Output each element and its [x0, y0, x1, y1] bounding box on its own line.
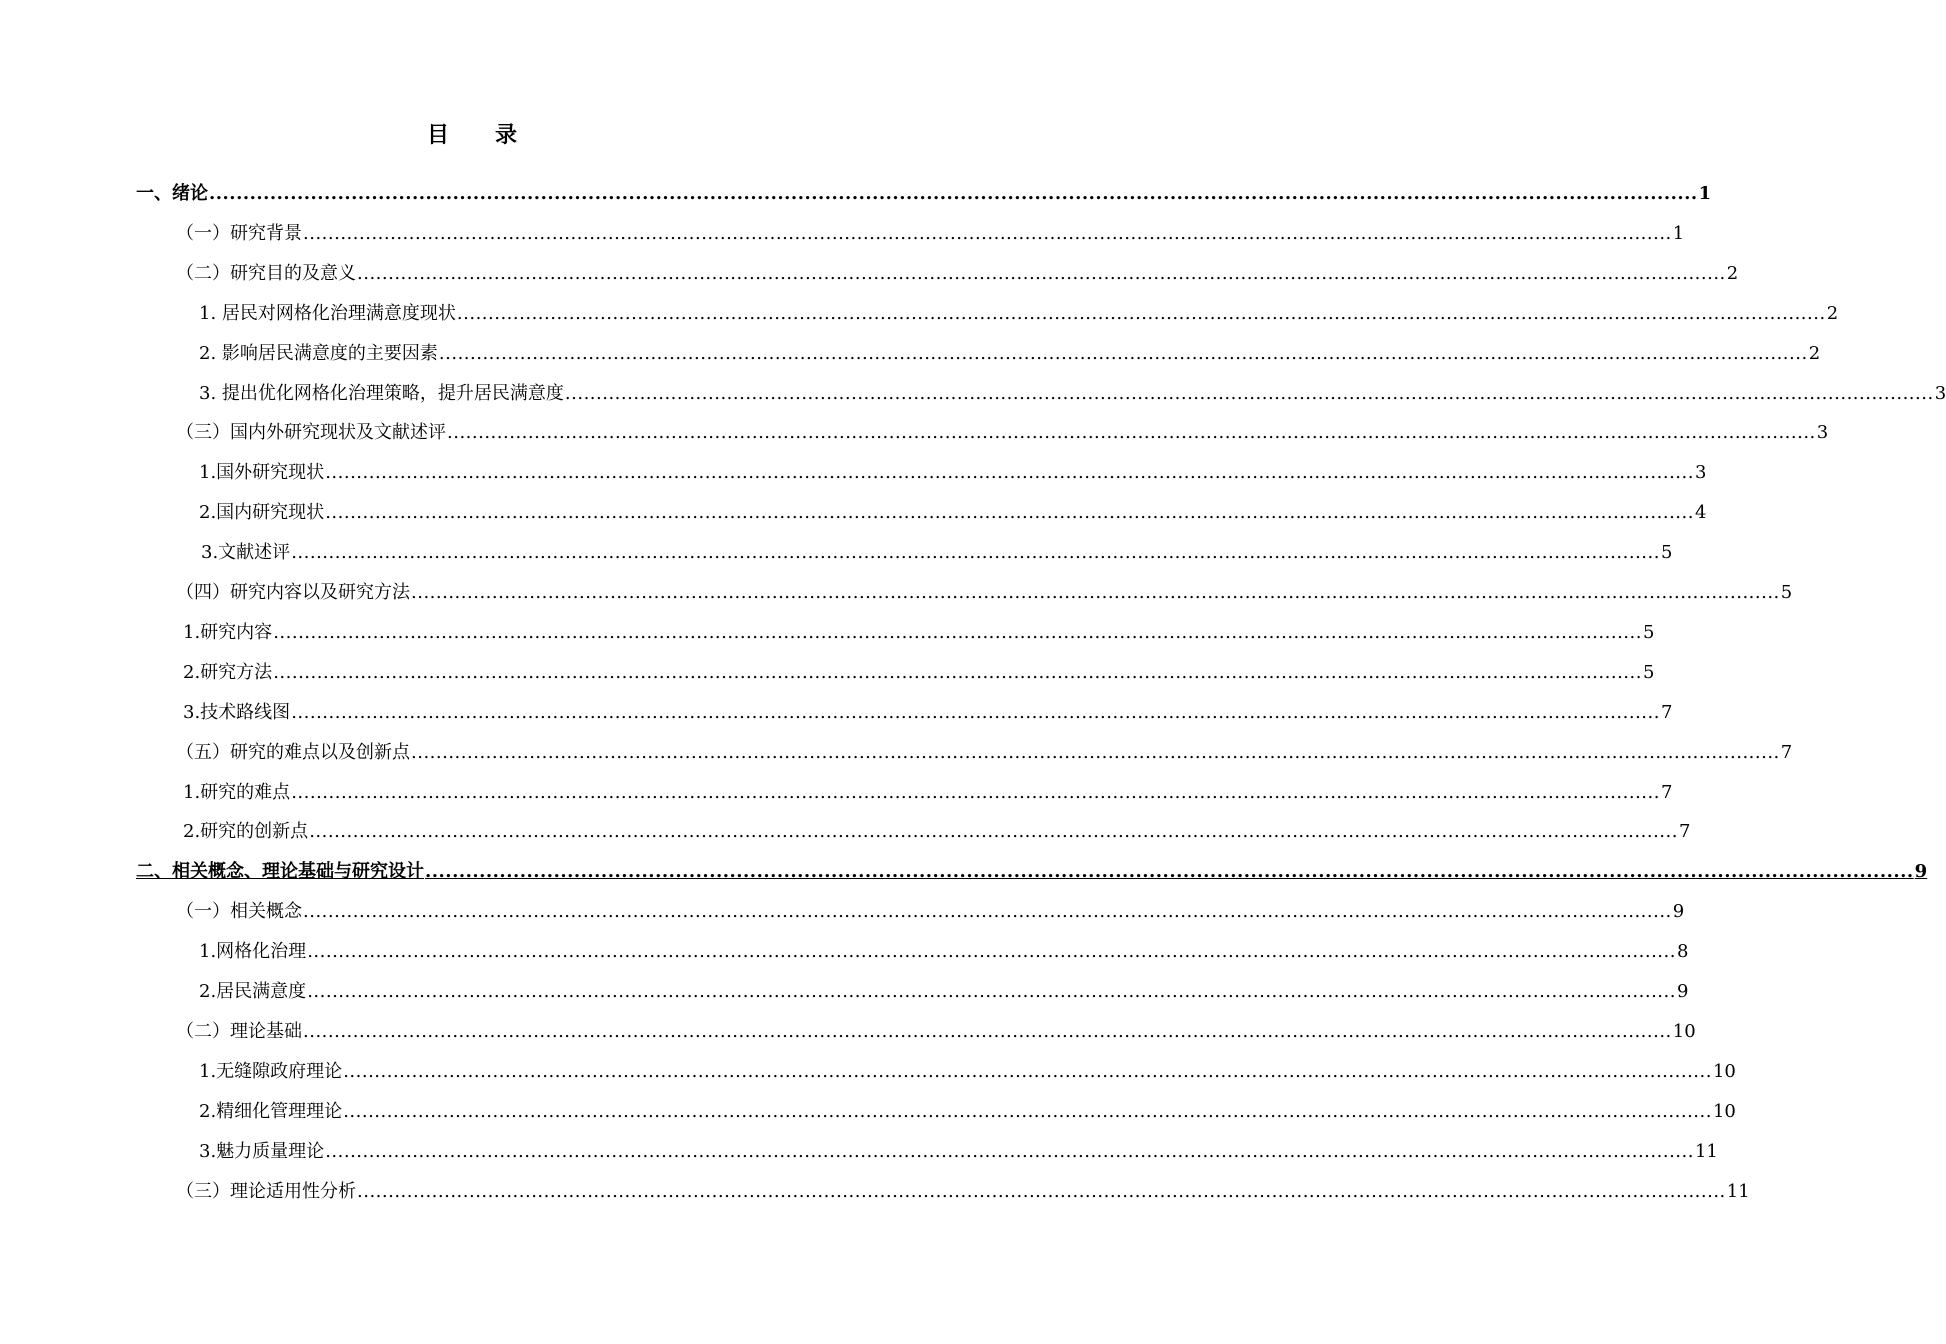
toc-entry-label: 1.研究内容 — [183, 622, 273, 643]
toc-entry[interactable] — [176, 419, 1829, 447]
toc-entry[interactable] — [176, 220, 1685, 248]
toc-entry[interactable] — [199, 938, 1689, 966]
toc-page-number: 2 — [1808, 343, 1821, 364]
toc-entry-label: （一）研究背景 — [176, 223, 302, 244]
dot-leader: ............................................................................................................................................................................................................................ — [425, 861, 1914, 882]
toc-entry-label: 1. 居民对网格化治理满意度现状 — [199, 303, 456, 324]
toc-entry[interactable] — [183, 659, 1655, 687]
dot-leader: ............................................................................................................................................................................................................................ — [209, 183, 1698, 204]
toc-page-number: 7 — [1678, 821, 1691, 842]
toc-entry-label: 3. 提出优化网格化治理策略，提升居民满意度 — [199, 383, 564, 404]
toc-entry[interactable] — [199, 978, 1689, 1006]
toc-entry-label: 1.国外研究现状 — [199, 462, 325, 483]
toc-entry-label: （四）研究内容以及研究方法 — [176, 582, 410, 603]
toc-entry-label: 二、相关概念、理论基础与研究设计 — [136, 861, 424, 882]
dot-leader: ............................................................................................................................................................................................................................ — [357, 263, 1726, 284]
dot-leader: ............................................................................................................................................................................................................................ — [291, 782, 1660, 803]
toc-entry-label: 3.技术路线图 — [183, 702, 291, 723]
toc-page-number: 5 — [1642, 622, 1655, 643]
toc-entry[interactable] — [199, 300, 1839, 328]
toc-entry-label: 1.研究的难点 — [183, 782, 291, 803]
dot-leader: ............................................................................................................................................................................................................................ — [307, 981, 1676, 1002]
toc-entry[interactable] — [136, 858, 1928, 886]
toc-entry-label: （五）研究的难点以及创新点 — [176, 742, 410, 763]
dot-leader: ............................................................................................................................................................................................................................ — [291, 702, 1660, 723]
toc-entry[interactable] — [199, 499, 1707, 527]
dot-leader: ............................................................................................................................................................................................................................ — [273, 622, 1642, 643]
toc-entry[interactable] — [176, 1018, 1696, 1046]
toc-page-number: 1 — [1698, 183, 1712, 204]
toc-page-number: 10 — [1712, 1101, 1736, 1122]
dot-leader: ............................................................................................................................................................................................................................ — [343, 1101, 1712, 1122]
toc-entry[interactable] — [183, 699, 1673, 727]
toc-entry-label: （一）相关概念 — [176, 901, 302, 922]
toc-entry-label: 2.研究的创新点 — [183, 821, 309, 842]
toc-entry[interactable] — [136, 180, 1712, 208]
toc-page-number: 2 — [1726, 263, 1739, 284]
dot-leader: ............................................................................................................................................................................................................................ — [564, 383, 1934, 404]
dot-leader: ............................................................................................................................................................................................................................ — [411, 742, 1780, 763]
toc-entry[interactable] — [201, 539, 1673, 567]
toc-entry-label: 2.居民满意度 — [199, 981, 307, 1002]
dot-leader: ............................................................................................................................................................................................................................ — [325, 502, 1694, 523]
toc-entry-label: 一、绪论 — [136, 183, 208, 204]
toc-entry[interactable] — [199, 459, 1707, 487]
toc-entry-label: 1.无缝隙政府理论 — [199, 1061, 343, 1082]
toc-page-number: 5 — [1780, 582, 1793, 603]
dot-leader: ............................................................................................................................................................................................................................ — [456, 303, 1826, 324]
toc-entry[interactable] — [176, 1178, 1750, 1206]
dot-leader: ............................................................................................................................................................................................................................ — [291, 542, 1660, 563]
toc-page-number: 1 — [1672, 223, 1685, 244]
dot-leader: ............................................................................................................................................................................................................................ — [447, 422, 1816, 443]
toc-entry-label: 2. 影响居民满意度的主要因素 — [199, 343, 438, 364]
toc-page-number: 4 — [1694, 502, 1707, 523]
toc-page-number: 8 — [1676, 941, 1689, 962]
toc-entry[interactable] — [199, 340, 1821, 368]
dot-leader: ............................................................................................................................................................................................................................ — [438, 343, 1808, 364]
dot-leader: ............................................................................................................................................................................................................................ — [325, 1141, 1694, 1162]
dot-leader: ............................................................................................................................................................................................................................ — [411, 582, 1780, 603]
toc-page-number: 11 — [1694, 1141, 1718, 1162]
toc-page-number: 7 — [1660, 782, 1673, 803]
toc-page-number: 7 — [1660, 702, 1673, 723]
dot-leader: ............................................................................................................................................................................................................................ — [303, 223, 1672, 244]
toc-entry[interactable] — [199, 1058, 1736, 1086]
toc-page-number: 10 — [1672, 1021, 1696, 1042]
toc-entry-label: （三）国内外研究现状及文献述评 — [176, 422, 446, 443]
toc-entry[interactable] — [176, 260, 1739, 288]
toc-entry[interactable] — [176, 898, 1685, 926]
toc-page-number: 5 — [1642, 662, 1655, 683]
dot-leader: ............................................................................................................................................................................................................................ — [307, 941, 1676, 962]
toc-entry-label: 3.文献述评 — [201, 542, 291, 563]
toc-page-number: 9 — [1672, 901, 1685, 922]
dot-leader: ............................................................................................................................................................................................................................ — [325, 462, 1694, 483]
toc-page-number: 2 — [1826, 303, 1839, 324]
toc-entry-label: 3.魅力质量理论 — [199, 1141, 325, 1162]
toc-page-number: 9 — [1676, 981, 1689, 1002]
toc-entry[interactable] — [199, 1098, 1736, 1126]
toc-entry-label: （三）理论适用性分析 — [176, 1181, 356, 1202]
toc-page-number: 5 — [1660, 542, 1673, 563]
toc-entry-label: 2.研究方法 — [183, 662, 273, 683]
toc-entry-label: 2.精细化管理理论 — [199, 1101, 343, 1122]
toc-entry[interactable] — [176, 739, 1793, 767]
toc-page-number: 3 — [1694, 462, 1707, 483]
toc-entry-label: 2.国内研究现状 — [199, 502, 325, 523]
dot-leader: ............................................................................................................................................................................................................................ — [309, 821, 1678, 842]
toc-page-number: 7 — [1780, 742, 1793, 763]
toc-entry-label: 1.网格化治理 — [199, 941, 307, 962]
dot-leader: ............................................................................................................................................................................................................................ — [273, 662, 1642, 683]
toc-entry[interactable] — [176, 579, 1793, 607]
toc-entry[interactable] — [183, 779, 1673, 807]
dot-leader: ............................................................................................................................................................................................................................ — [303, 1021, 1672, 1042]
toc-page-number: 3 — [1934, 383, 1946, 404]
dot-leader: ............................................................................................................................................................................................................................ — [303, 901, 1672, 922]
toc-page-number: 9 — [1914, 861, 1928, 882]
toc-entry[interactable] — [183, 818, 1691, 846]
toc-entry[interactable] — [199, 1138, 1718, 1166]
dot-leader: ............................................................................................................................................................................................................................ — [343, 1061, 1712, 1082]
toc-page-number: 10 — [1712, 1061, 1736, 1082]
toc-entry-label: （二）研究目的及意义 — [176, 263, 356, 284]
toc-entry[interactable] — [183, 619, 1655, 647]
toc-entry[interactable] — [199, 380, 1946, 408]
dot-leader: ............................................................................................................................................................................................................................ — [357, 1181, 1726, 1202]
toc-entry-label: （二）理论基础 — [176, 1021, 302, 1042]
toc-page-number: 3 — [1816, 422, 1829, 443]
toc-title: 目录 — [426, 122, 563, 148]
toc-page-number: 11 — [1726, 1181, 1750, 1202]
